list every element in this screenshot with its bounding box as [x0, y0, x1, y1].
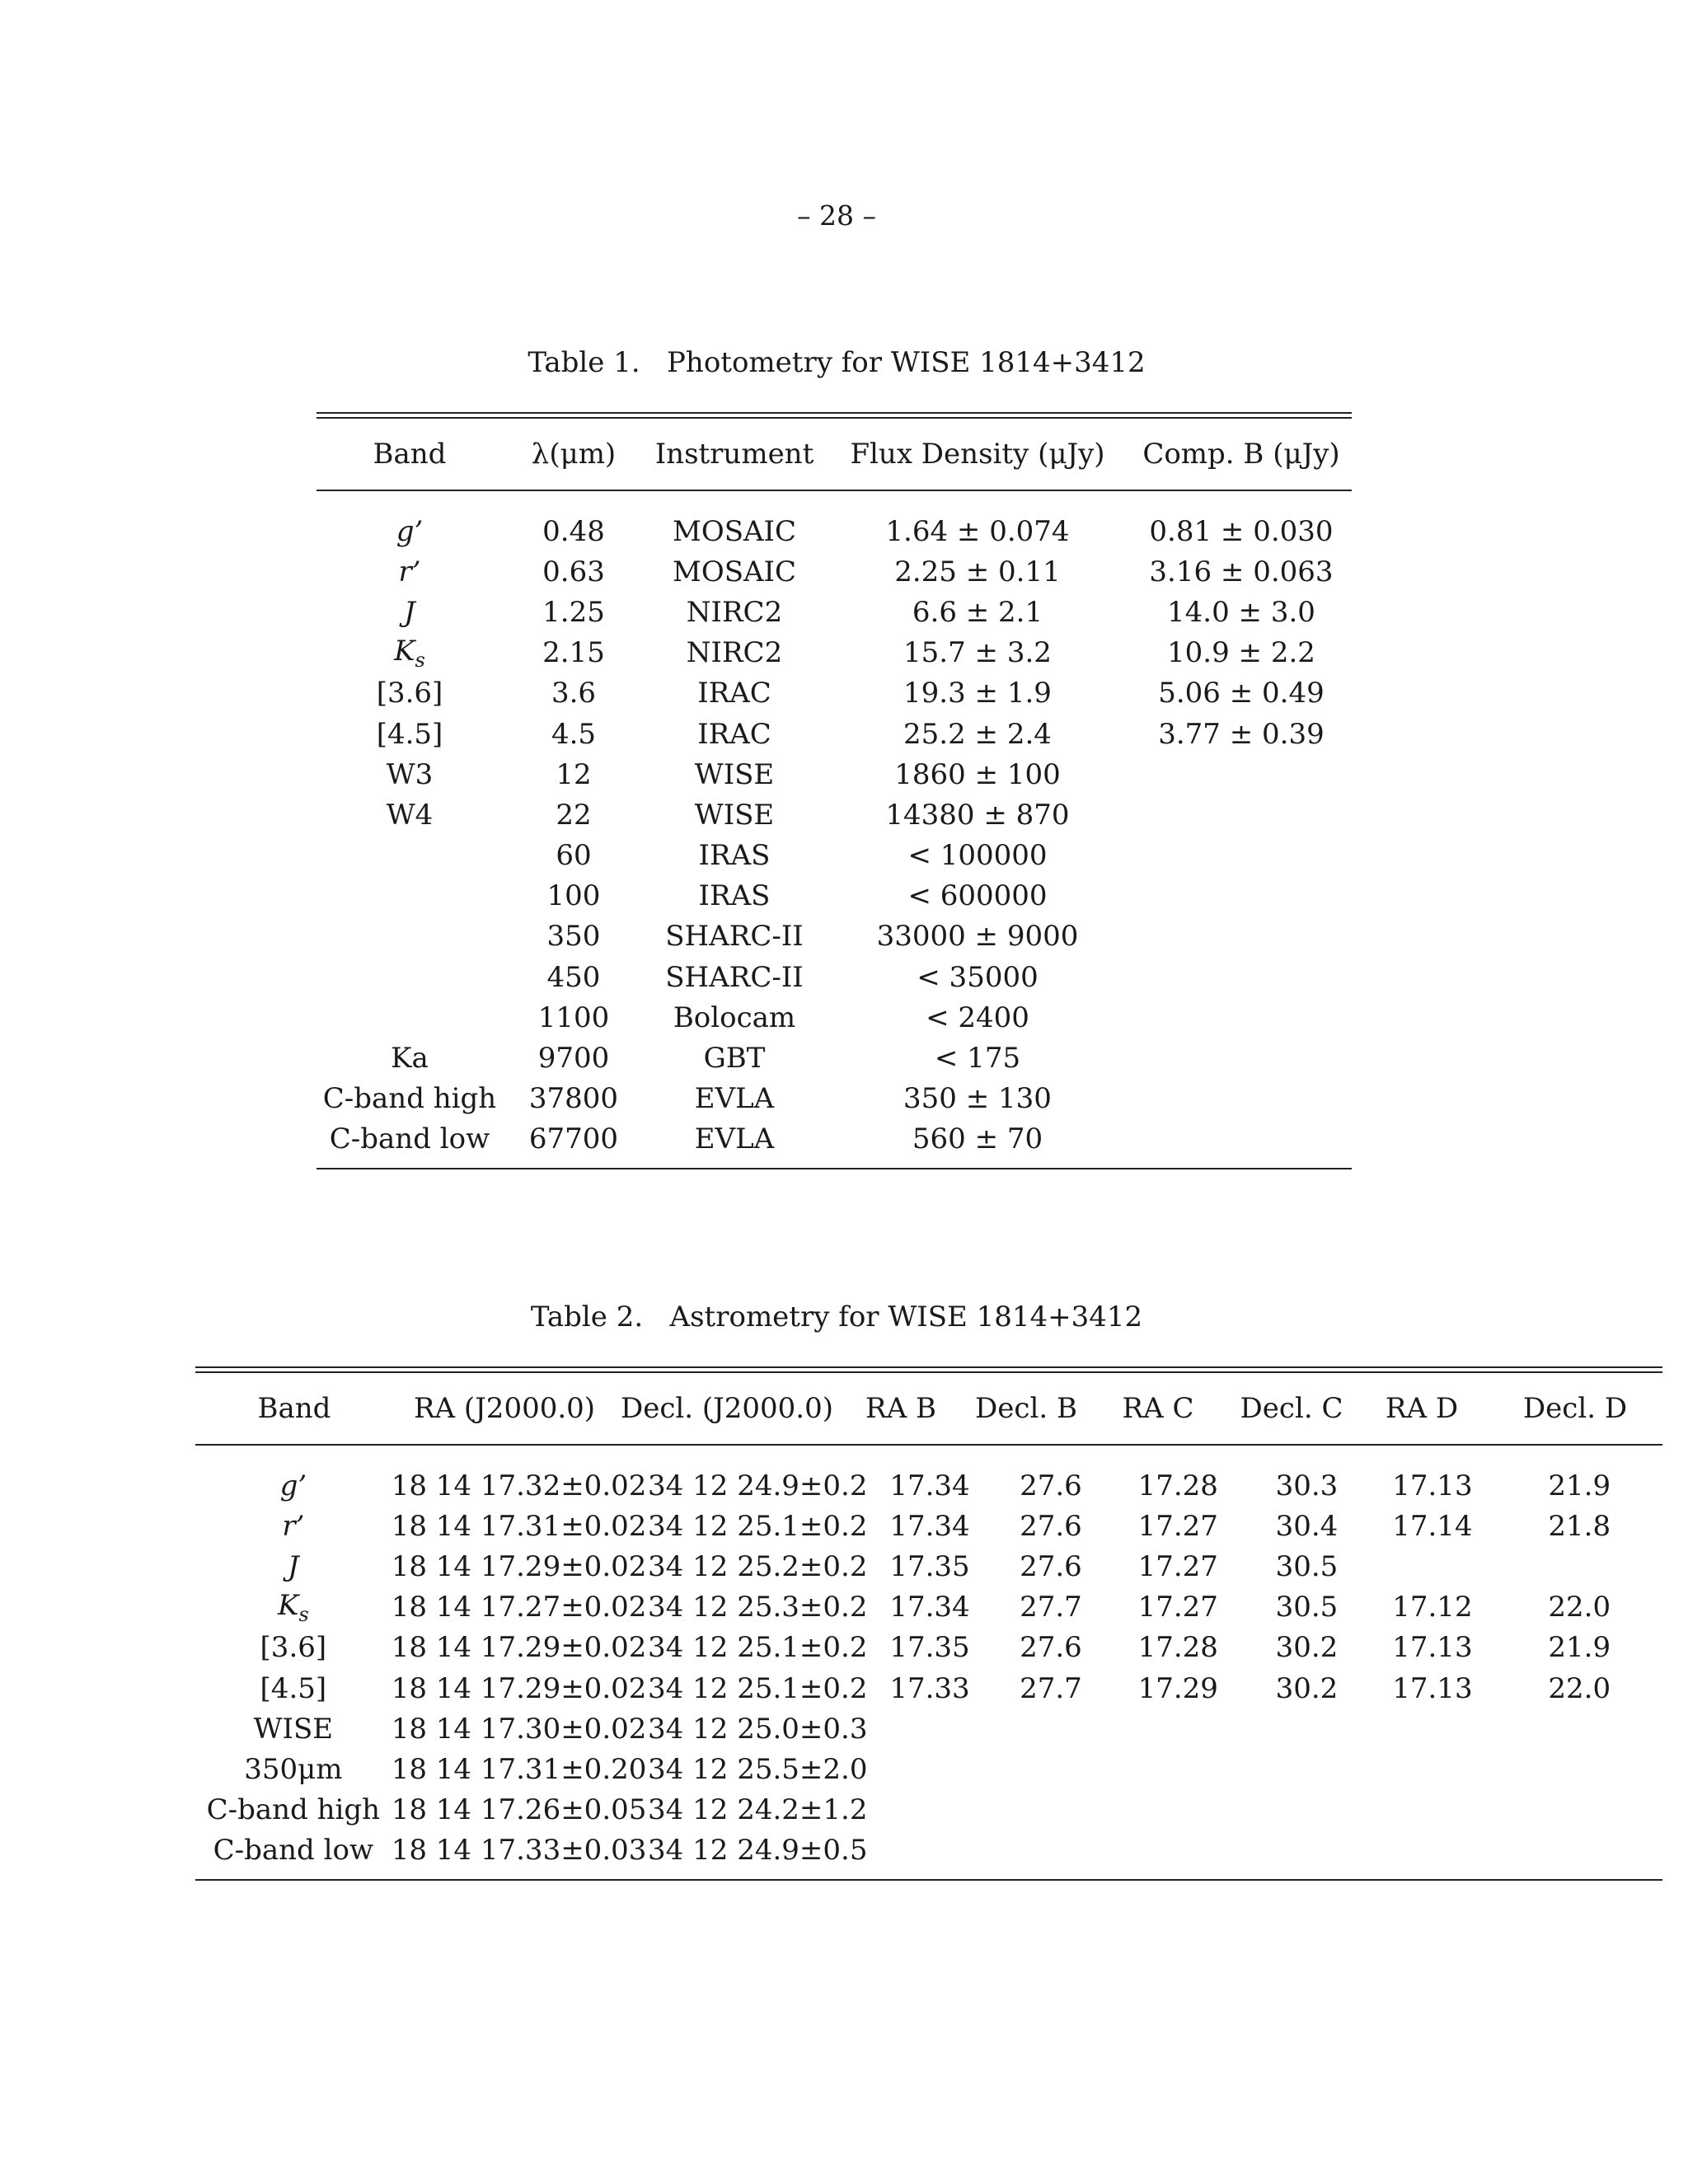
value-cell: 34 12 25.5±2.0	[648, 1752, 868, 1786]
value-cell: 60	[556, 839, 592, 873]
value-cell: < 2400	[926, 1001, 1029, 1034]
value-cell: 18 14 17.29±0.02	[391, 1631, 647, 1665]
table-row	[316, 1079, 1352, 1119]
value-cell: 18 14 17.27±0.02	[391, 1591, 647, 1624]
value-cell: 27.6	[1020, 1549, 1082, 1583]
value-cell: 27.6	[1020, 1631, 1082, 1665]
value-cell: 17.13	[1392, 1631, 1473, 1665]
band-cell: W3	[386, 757, 434, 791]
value-cell: 0.63	[542, 555, 605, 588]
band-cell: C-band low	[329, 1122, 490, 1156]
value-cell: 10.9 ± 2.2	[1167, 636, 1315, 670]
value-cell: 17.27	[1137, 1549, 1218, 1583]
value-cell: 350	[546, 920, 601, 954]
table-row	[195, 1465, 1662, 1506]
value-cell: 17.27	[1137, 1509, 1218, 1543]
table-row	[316, 673, 1352, 714]
value-cell	[1496, 1708, 1662, 1749]
value-cell: 0.81 ± 0.030	[1149, 514, 1334, 548]
value-cell	[1131, 1079, 1352, 1119]
table-row	[316, 957, 1352, 997]
value-cell: 17.34	[889, 1509, 970, 1543]
value-cell: 34 12 24.2±1.2	[648, 1793, 868, 1827]
value-cell: 100	[546, 879, 601, 913]
value-cell: GBT	[703, 1042, 766, 1076]
band-cell: Ka	[391, 1042, 429, 1076]
band-cell: [3.6]	[260, 1631, 327, 1665]
table-row	[316, 633, 1352, 673]
value-cell: MOSAIC	[673, 555, 796, 588]
value-cell	[1368, 1790, 1496, 1830]
value-cell: 6.6 ± 2.1	[912, 595, 1043, 629]
value-cell: IRAC	[697, 717, 771, 751]
value-cell: 17.28	[1137, 1469, 1218, 1502]
table-row	[316, 714, 1352, 754]
value-cell	[869, 1830, 991, 1871]
bottom-rule	[195, 1879, 1662, 1881]
value-cell: 3.16 ± 0.063	[1149, 555, 1334, 588]
value-cell	[1496, 1830, 1662, 1871]
table-row	[316, 1038, 1352, 1078]
band-cell: g’	[396, 514, 424, 548]
value-cell	[1245, 1830, 1369, 1871]
column-header: RA B	[865, 1392, 936, 1425]
table-row	[316, 794, 1352, 835]
value-cell: 450	[546, 960, 601, 994]
value-cell	[1131, 916, 1352, 957]
value-cell: < 600000	[907, 879, 1048, 913]
value-cell: EVLA	[694, 1122, 775, 1156]
value-cell	[1368, 1546, 1496, 1586]
value-cell: WISE	[694, 798, 775, 832]
table-row	[195, 1546, 1662, 1586]
value-cell: 21.8	[1548, 1509, 1611, 1543]
table-row	[195, 1628, 1662, 1668]
value-cell: 18 14 17.31±0.02	[391, 1509, 647, 1543]
value-cell: 21.9	[1548, 1631, 1611, 1665]
value-cell: 34 12 24.9±0.2	[648, 1469, 868, 1502]
table-row	[316, 836, 1352, 876]
value-cell: 25.2 ± 2.4	[903, 717, 1052, 751]
value-cell: 1860 ± 100	[894, 757, 1061, 791]
band-cell: [3.6]	[376, 677, 443, 710]
column-header: Instrument	[654, 438, 814, 471]
table-row	[195, 1749, 1662, 1789]
value-cell: 30.2	[1275, 1631, 1339, 1665]
bottom-rule	[316, 1168, 1352, 1169]
band-cell	[316, 957, 503, 997]
value-cell: < 100000	[907, 839, 1048, 873]
value-cell: 34 12 25.1±0.2	[648, 1509, 868, 1543]
table-row	[195, 1830, 1662, 1871]
value-cell: 17.34	[889, 1591, 970, 1624]
value-cell	[1111, 1708, 1245, 1749]
value-cell: SHARC-II	[665, 960, 804, 994]
value-cell: 34 12 25.1±0.2	[648, 1671, 868, 1705]
value-cell: IRAS	[698, 879, 771, 913]
column-header: Decl. (J2000.0)	[620, 1392, 834, 1425]
value-cell: 17.27	[1137, 1591, 1218, 1624]
value-cell	[991, 1790, 1111, 1830]
value-cell	[1368, 1749, 1496, 1789]
column-header: Decl. D	[1522, 1392, 1628, 1425]
column-header: Band	[373, 438, 447, 471]
value-cell: 30.3	[1275, 1469, 1339, 1502]
band-cell: r’	[398, 555, 421, 588]
column-header: RA C	[1122, 1392, 1194, 1425]
top-double-rule	[316, 412, 1352, 419]
value-cell	[869, 1708, 991, 1749]
band-cell: J	[288, 1549, 299, 1583]
column-header: RA (J2000.0)	[413, 1392, 596, 1425]
value-cell	[1131, 794, 1352, 835]
band-cell: [4.5]	[376, 717, 443, 751]
band-cell: J	[404, 595, 415, 629]
value-cell: 2.25 ± 0.11	[894, 555, 1061, 588]
subscript: s	[415, 648, 425, 672]
column-header: RA D	[1385, 1392, 1459, 1425]
band-cell	[316, 916, 503, 957]
table-row	[316, 511, 1352, 551]
value-cell	[1131, 836, 1352, 876]
table-row	[195, 1668, 1662, 1708]
value-cell: 27.6	[1020, 1469, 1082, 1502]
value-cell	[869, 1790, 991, 1830]
column-header: Decl. C	[1240, 1392, 1343, 1425]
value-cell: 34 12 25.3±0.2	[648, 1591, 868, 1624]
value-cell: EVLA	[694, 1082, 775, 1116]
table1-caption: Table 1. Photometry for WISE 1814+3412	[528, 346, 1146, 379]
value-cell: 22	[556, 798, 592, 832]
subscript: s	[298, 1602, 309, 1626]
value-cell: 17.13	[1392, 1671, 1473, 1705]
value-cell: < 175	[934, 1042, 1021, 1076]
value-cell	[1111, 1790, 1245, 1830]
value-cell: 67700	[528, 1122, 619, 1156]
value-cell: 17.14	[1392, 1509, 1473, 1543]
table-row	[195, 1587, 1662, 1628]
band-cell: $K_s$	[394, 634, 425, 672]
value-cell	[1368, 1830, 1496, 1871]
value-cell: 17.13	[1392, 1469, 1473, 1502]
column-header: Flux Density (μJy)	[850, 438, 1105, 471]
value-cell: 18 14 17.31±0.20	[391, 1752, 647, 1786]
band-cell: r’	[282, 1509, 305, 1543]
value-cell: 18 14 17.33±0.03	[391, 1834, 647, 1868]
table-row	[316, 754, 1352, 794]
table-row	[195, 1506, 1662, 1546]
value-cell	[1131, 957, 1352, 997]
value-cell	[1245, 1708, 1369, 1749]
table-row	[316, 916, 1352, 957]
value-cell: 30.5	[1275, 1549, 1339, 1583]
value-cell: 18 14 17.30±0.02	[391, 1712, 647, 1746]
value-cell: NIRC2	[686, 636, 783, 670]
value-cell: 33000 ± 9000	[876, 920, 1079, 954]
value-cell: 15.7 ± 3.2	[903, 636, 1052, 670]
top-double-rule	[195, 1366, 1662, 1373]
value-cell	[1496, 1546, 1662, 1586]
band-cell: C-band low	[213, 1834, 374, 1868]
astrometry-table	[195, 1366, 1662, 1881]
value-cell	[1131, 997, 1352, 1038]
table-row	[195, 1790, 1662, 1830]
value-cell: 5.06 ± 0.49	[1158, 677, 1325, 710]
value-cell: 30.2	[1275, 1671, 1339, 1705]
table-row	[316, 592, 1352, 632]
value-cell: 3.6	[551, 677, 597, 710]
value-cell: 34 12 25.1±0.2	[648, 1631, 868, 1665]
value-cell: 18 14 17.26±0.05	[391, 1793, 647, 1827]
table-row	[316, 997, 1352, 1038]
band-cell: WISE	[253, 1712, 334, 1746]
value-cell: 3.77 ± 0.39	[1158, 717, 1325, 751]
column-header: λ(μm)	[531, 438, 617, 471]
value-cell	[991, 1708, 1111, 1749]
table2-caption: Table 2. Astrometry for WISE 1814+3412	[530, 1301, 1143, 1333]
value-cell: 27.6	[1020, 1509, 1082, 1543]
value-cell: 22.0	[1548, 1591, 1611, 1624]
value-cell: 1100	[537, 1001, 610, 1034]
value-cell	[1245, 1749, 1369, 1789]
band-cell	[316, 997, 503, 1038]
value-cell: WISE	[694, 757, 775, 791]
value-cell: 17.35	[889, 1631, 970, 1665]
value-cell: 18 14 17.29±0.02	[391, 1549, 647, 1583]
band-cell: g’	[279, 1469, 307, 1502]
value-cell: Bolocam	[673, 1001, 796, 1034]
table1-header-row	[316, 419, 1352, 490]
value-cell: 560 ± 70	[912, 1122, 1043, 1156]
value-cell: 1.25	[542, 595, 605, 629]
value-cell: 17.33	[889, 1671, 970, 1705]
table-row	[316, 876, 1352, 916]
value-cell	[991, 1830, 1111, 1871]
value-cell	[1131, 876, 1352, 916]
value-cell: 14.0 ± 3.0	[1167, 595, 1315, 629]
value-cell	[1368, 1708, 1496, 1749]
value-cell	[1245, 1790, 1369, 1830]
photometry-table	[316, 412, 1352, 1169]
value-cell: 17.34	[889, 1469, 970, 1502]
value-cell: 17.29	[1137, 1671, 1218, 1705]
value-cell: MOSAIC	[673, 514, 796, 548]
table-row	[195, 1708, 1662, 1749]
value-cell: 34 12 25.0±0.3	[648, 1712, 868, 1746]
value-cell	[1111, 1749, 1245, 1789]
value-cell: 17.12	[1392, 1591, 1473, 1624]
value-cell: 0.48	[542, 514, 605, 548]
value-cell: 18 14 17.29±0.02	[391, 1671, 647, 1705]
value-cell	[1131, 754, 1352, 794]
table-row	[316, 551, 1352, 592]
value-cell: 4.5	[551, 717, 597, 751]
band-cell: 350μm	[244, 1752, 343, 1786]
value-cell: 18 14 17.32±0.02	[391, 1469, 647, 1502]
value-cell: 27.7	[1020, 1591, 1082, 1624]
page-number: – 28 –	[797, 199, 876, 232]
value-cell	[869, 1749, 991, 1789]
value-cell: 37800	[528, 1082, 619, 1116]
value-cell: IRAS	[698, 839, 771, 873]
band-cell: C-band high	[322, 1082, 497, 1116]
value-cell: 22.0	[1548, 1671, 1611, 1705]
value-cell: 21.9	[1548, 1469, 1611, 1502]
band-cell: C-band high	[206, 1793, 381, 1827]
band-cell: W4	[386, 798, 434, 832]
value-cell: 2.15	[542, 636, 605, 670]
value-cell: 9700	[537, 1042, 610, 1076]
value-cell: 17.35	[889, 1549, 970, 1583]
value-cell	[1496, 1790, 1662, 1830]
value-cell: NIRC2	[686, 595, 783, 629]
value-cell: IRAC	[697, 677, 771, 710]
value-cell: 30.4	[1275, 1509, 1339, 1543]
value-cell: 14380 ± 870	[885, 798, 1070, 832]
table2-header-row	[195, 1373, 1662, 1444]
value-cell	[1496, 1749, 1662, 1789]
value-cell: 17.28	[1137, 1631, 1218, 1665]
value-cell: 12	[556, 757, 592, 791]
value-cell: 19.3 ± 1.9	[903, 677, 1052, 710]
value-cell: SHARC-II	[665, 920, 804, 954]
table-row	[316, 1119, 1352, 1160]
band-cell: [4.5]	[260, 1671, 327, 1705]
column-header: Comp. B (μJy)	[1142, 438, 1340, 471]
value-cell: 34 12 25.2±0.2	[648, 1549, 868, 1583]
column-header: Decl. B	[975, 1392, 1077, 1425]
band-cell: $K_s$	[277, 1588, 309, 1626]
value-cell: 350 ± 130	[903, 1082, 1052, 1116]
value-cell: 34 12 24.9±0.5	[648, 1834, 868, 1868]
value-cell: 27.7	[1020, 1671, 1082, 1705]
value-cell: < 35000	[917, 960, 1039, 994]
value-cell: 30.5	[1275, 1591, 1339, 1624]
value-cell	[991, 1749, 1111, 1789]
band-cell	[316, 876, 503, 916]
value-cell	[1131, 1038, 1352, 1078]
value-cell	[1111, 1830, 1245, 1871]
value-cell	[1131, 1119, 1352, 1160]
column-header: Band	[257, 1392, 331, 1425]
band-cell	[316, 836, 503, 876]
value-cell: 1.64 ± 0.074	[885, 514, 1070, 548]
